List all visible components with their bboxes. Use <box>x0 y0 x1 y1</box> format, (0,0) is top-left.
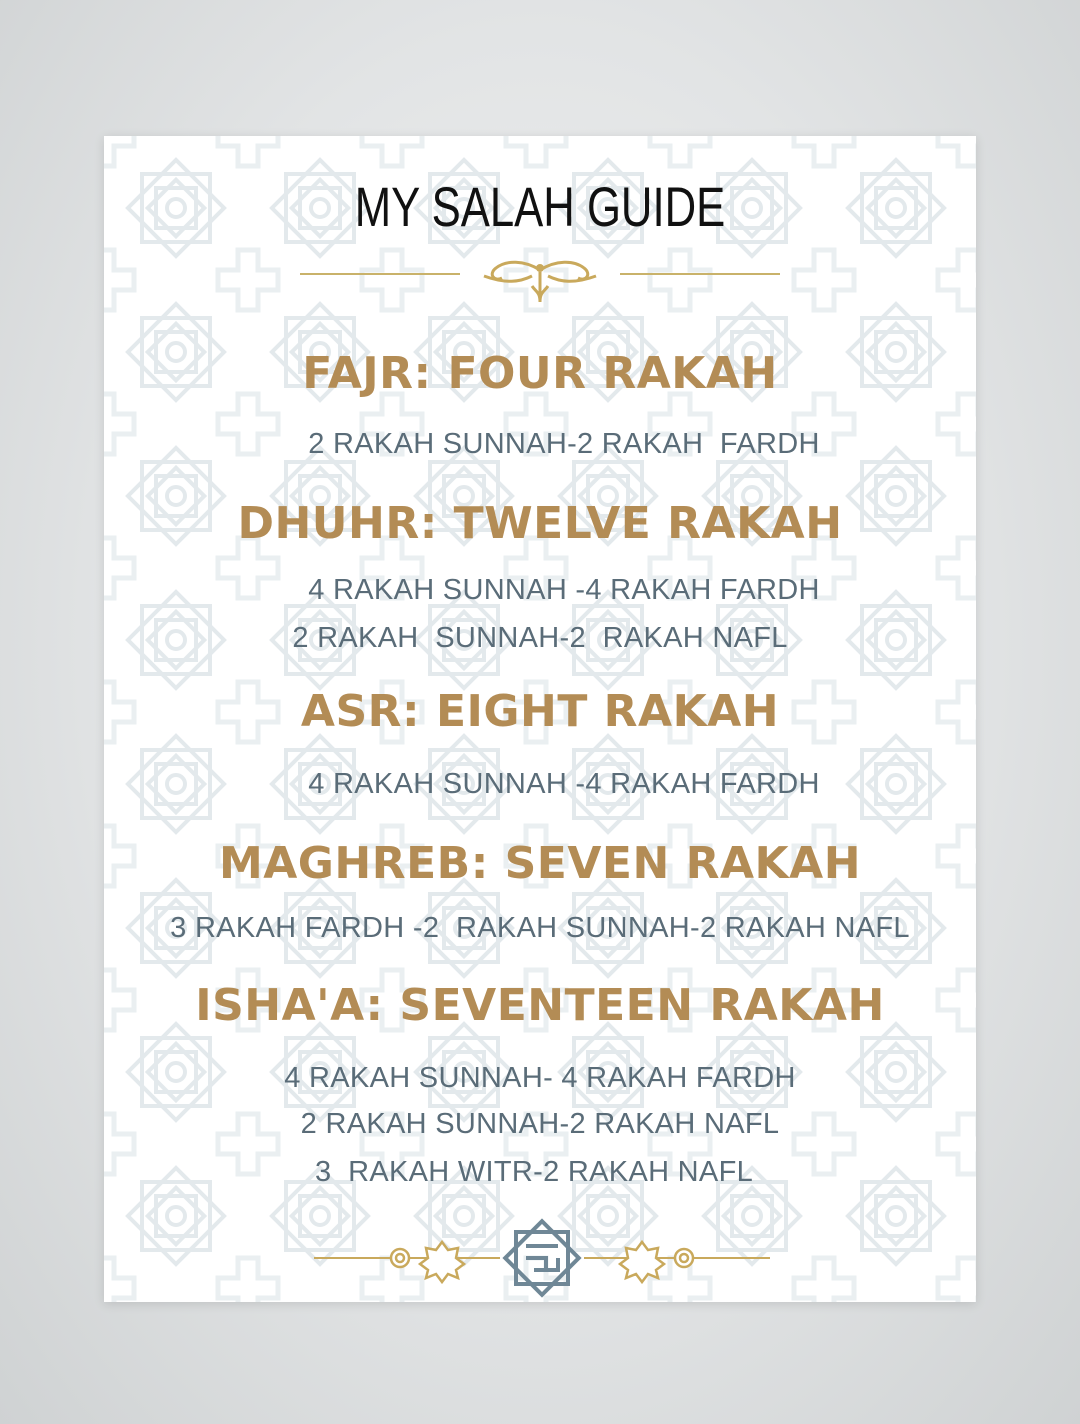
rakah-line: 3 RAKAH FARDH -2 RAKAH SUNNAH-2 RAKAH NAFL <box>170 912 910 944</box>
prayer-heading-dhuhr: DHUHR: TWELVE RAKAH <box>237 498 843 549</box>
page-title: MY SALAH GUIDE <box>354 175 726 238</box>
salah-guide-poster <box>104 136 976 1302</box>
ornament-divider-top <box>300 256 780 312</box>
rakah-line: 4 RAKAH SUNNAH -4 RAKAH FARDH <box>308 574 820 606</box>
rakah-line: 2 RAKAH SUNNAH-2 RAKAH FARDH <box>308 428 820 460</box>
prayer-heading-ishaa: ISHA'A: SEVENTEEN RAKAH <box>195 980 885 1031</box>
prayer-heading-maghreb: MAGHREB: SEVEN RAKAH <box>218 838 862 889</box>
rakah-line: 3 RAKAH WITR-2 RAKAH NAFL <box>314 1156 754 1188</box>
rakah-line: 4 RAKAH SUNNAH- 4 RAKAH FARDH <box>284 1062 796 1094</box>
rakah-line: 2 RAKAH SUNNAH-2 RAKAH NAFL <box>300 1108 780 1140</box>
rakah-line: 4 RAKAH SUNNAH -4 RAKAH FARDH <box>308 768 820 800</box>
rakah-line: 2 RAKAH SUNNAH-2 RAKAH NAFL <box>292 622 788 654</box>
ornament-divider-bottom <box>314 1216 770 1300</box>
prayer-heading-asr: ASR: EIGHT RAKAH <box>300 686 780 737</box>
prayer-heading-fajr: FAJR: FOUR RAKAH <box>302 348 778 399</box>
